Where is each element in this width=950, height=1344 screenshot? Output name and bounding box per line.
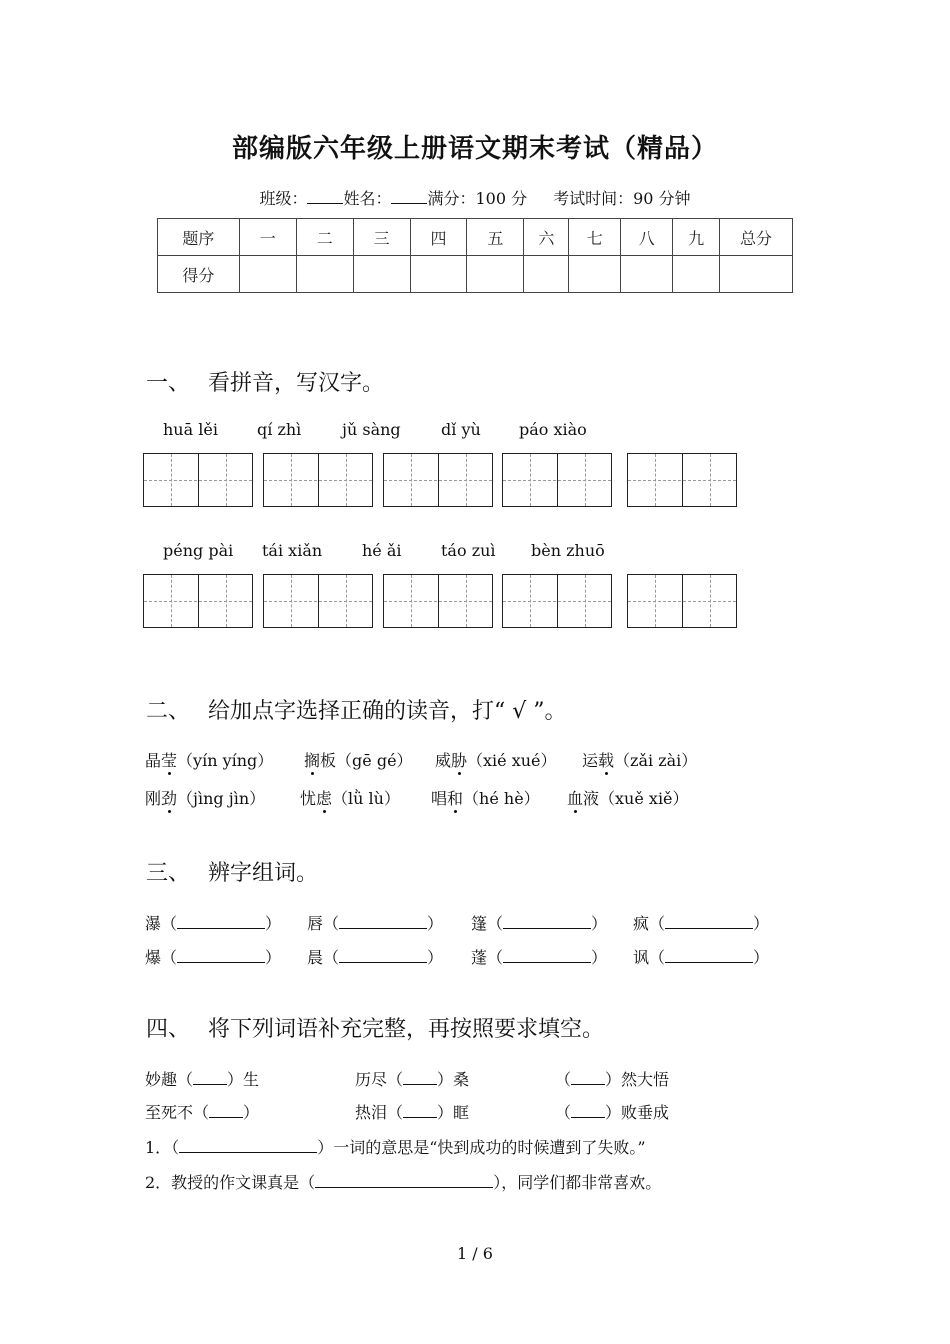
idiom-item: 热泪（ ）眶 [355,1103,470,1122]
char: 蓬 [471,948,488,967]
reading-item: 忧虑（lǜ lù） [300,789,400,808]
answer-blank[interactable] [339,914,427,929]
score-cell[interactable] [524,256,569,293]
pinyin-label: páo xiào [519,420,587,439]
pinyin-options[interactable]: （xié xué） [467,751,557,770]
section-title: 看拼音，写汉字。 [208,371,385,396]
section-3-heading [146,856,318,887]
word-item: 蓬（ ） [471,948,608,967]
section-number: 三、 [146,861,191,886]
reading-item: 运载（zǎi zài） [582,751,698,770]
answer-blank[interactable] [503,914,591,929]
section-number: 二、 [146,699,191,724]
exam-info [0,186,950,209]
name-label: 姓名： [343,189,392,208]
char: 爆 [145,948,162,967]
reading-item: 威胁（xié xué） [435,751,557,770]
pinyin-label: dǐ yù [441,420,481,439]
score-header-cell: 七 [569,219,621,256]
reading-item: 晶莹（yín yíng） [145,751,274,770]
char: 瀑 [145,914,162,933]
pinyin-options[interactable]: （lǜ lù） [332,789,400,808]
score-row [158,256,793,293]
answer-blank[interactable] [179,1138,317,1153]
reading-item: 刚劲（jìng jìn） [145,789,266,808]
section-title: 将下列词语补充完整，再按照要求填空。 [208,1017,605,1042]
char: 唇 [307,914,324,933]
answer-blank[interactable] [403,1070,437,1085]
pinyin-label: péng pài [163,541,234,560]
dotted-char: 劲 [161,789,178,808]
idiom-item: （ ）败垂成 [555,1103,670,1122]
word-item: 疯（ ） [633,914,770,933]
score-cell[interactable] [410,256,467,293]
answer-blank[interactable] [571,1103,605,1118]
idiom-item: 历尽（ ）桑 [355,1070,470,1089]
dotted-char: 载 [598,751,615,770]
question-2: 2．教授的作文课真是（ ），同学们都非常喜欢。 [145,1173,662,1192]
score-table [157,218,793,293]
score-header-cell: 五 [467,219,524,256]
page-number: 1 / 6 [457,1244,493,1263]
char: 疯 [633,914,650,933]
section-number: 四、 [146,1017,191,1042]
answer-blank[interactable] [571,1070,605,1085]
dotted-char: 血 [567,789,584,808]
writing-grid[interactable] [383,453,493,507]
char: 讽 [633,948,650,967]
score-header-cell: 总分 [720,219,793,256]
answer-blank[interactable] [193,1070,227,1085]
word-item: 讽（ ） [633,948,770,967]
answer-blank[interactable] [665,948,753,963]
score-header-cell: 六 [524,219,569,256]
score-header-cell: 八 [621,219,673,256]
idiom-item: 妙趣（ ）生 [145,1070,260,1089]
score-cell[interactable] [621,256,673,293]
score-cell[interactable] [673,256,720,293]
class-label: 班级： [259,189,308,208]
answer-blank[interactable] [339,948,427,963]
pinyin-label: qí zhì [257,420,302,439]
pinyin-label: huā lěi [163,420,218,439]
word-item: 唇（ ） [307,914,444,933]
writing-grid[interactable] [502,453,612,507]
pinyin-options[interactable]: （zǎi zài） [614,751,698,770]
full-score: 满分：100 分 [427,189,528,208]
pinyin-options[interactable]: （jìng jìn） [177,789,266,808]
section-4-heading [146,1012,604,1043]
score-header-cell: 四 [410,219,467,256]
score-cell[interactable] [467,256,524,293]
pinyin-options[interactable]: （yín yíng） [177,751,274,770]
score-header-row [158,219,793,256]
writing-grid[interactable] [143,453,253,507]
section-title: 辨字组词。 [208,861,319,886]
writing-grid[interactable] [263,574,373,628]
exam-time: 考试时间：90 分钟 [553,189,691,208]
char: 晨 [307,948,324,967]
reading-item: 唱和（hé hè） [431,789,540,808]
reading-item: 搁板（gē gé） [304,751,413,770]
word-item: 爆（ ） [145,948,282,967]
pinyin-options[interactable]: （gē gé） [336,751,413,770]
answer-blank[interactable] [503,948,591,963]
answer-blank[interactable] [315,1173,493,1188]
idiom-item: 至死不（ ） [145,1103,260,1122]
section-title: 给加点字选择正确的读音，打“ √ ”。 [208,699,567,724]
section-2-heading [146,694,567,725]
question-1: 1．（ ）一词的意思是“快到成功的时候遭到了失败。” [145,1138,646,1157]
score-header-cell: 三 [353,219,410,256]
answer-blank[interactable] [209,1103,243,1118]
score-cell[interactable] [296,256,353,293]
dotted-char: 莹 [161,751,178,770]
writing-grid[interactable] [263,453,373,507]
writing-grid[interactable] [502,574,612,628]
score-cell[interactable] [720,256,793,293]
dotted-char: 胁 [451,751,468,770]
score-row-label: 得分 [158,256,240,293]
pinyin-label: jǔ sàng [342,420,401,439]
page-title: 部编版六年级上册语文期末考试（精品） [231,134,718,164]
score-header-cell: 二 [296,219,353,256]
score-header-cell: 题序 [158,219,240,256]
word-item: 瀑（ ） [145,914,282,933]
section-number: 一、 [146,371,191,396]
score-header-cell: 九 [673,219,720,256]
answer-blank[interactable] [177,914,265,929]
pinyin-label: hé ǎi [362,541,402,560]
pinyin-label: tái xiǎn [262,541,323,560]
score-cell[interactable] [239,256,296,293]
dotted-char: 和 [447,789,464,808]
writing-grid[interactable] [627,574,737,628]
answer-blank[interactable] [403,1103,437,1118]
pinyin-options[interactable]: （hé hè） [463,789,540,808]
pinyin-options[interactable]: （xuě xiě） [599,789,689,808]
answer-blank[interactable] [177,948,265,963]
answer-blank[interactable] [665,914,753,929]
writing-grid[interactable] [627,453,737,507]
score-cell[interactable] [353,256,410,293]
pinyin-label: táo zuì [441,541,496,560]
name-blank[interactable] [391,189,427,204]
pinyin-label: bèn zhuō [531,541,605,560]
word-item: 晨（ ） [307,948,444,967]
idiom-item: （ ）然大悟 [555,1070,670,1089]
writing-grid[interactable] [143,574,253,628]
reading-item: 血液（xuě xiě） [567,789,689,808]
dotted-char: 虑 [316,789,333,808]
writing-grid[interactable] [383,574,493,628]
class-blank[interactable] [307,189,343,204]
dotted-char: 搁 [304,751,321,770]
word-item: 篷（ ） [471,914,608,933]
section-1-heading [146,366,384,397]
score-cell[interactable] [569,256,621,293]
score-header-cell: 一 [239,219,296,256]
char: 篷 [471,914,488,933]
